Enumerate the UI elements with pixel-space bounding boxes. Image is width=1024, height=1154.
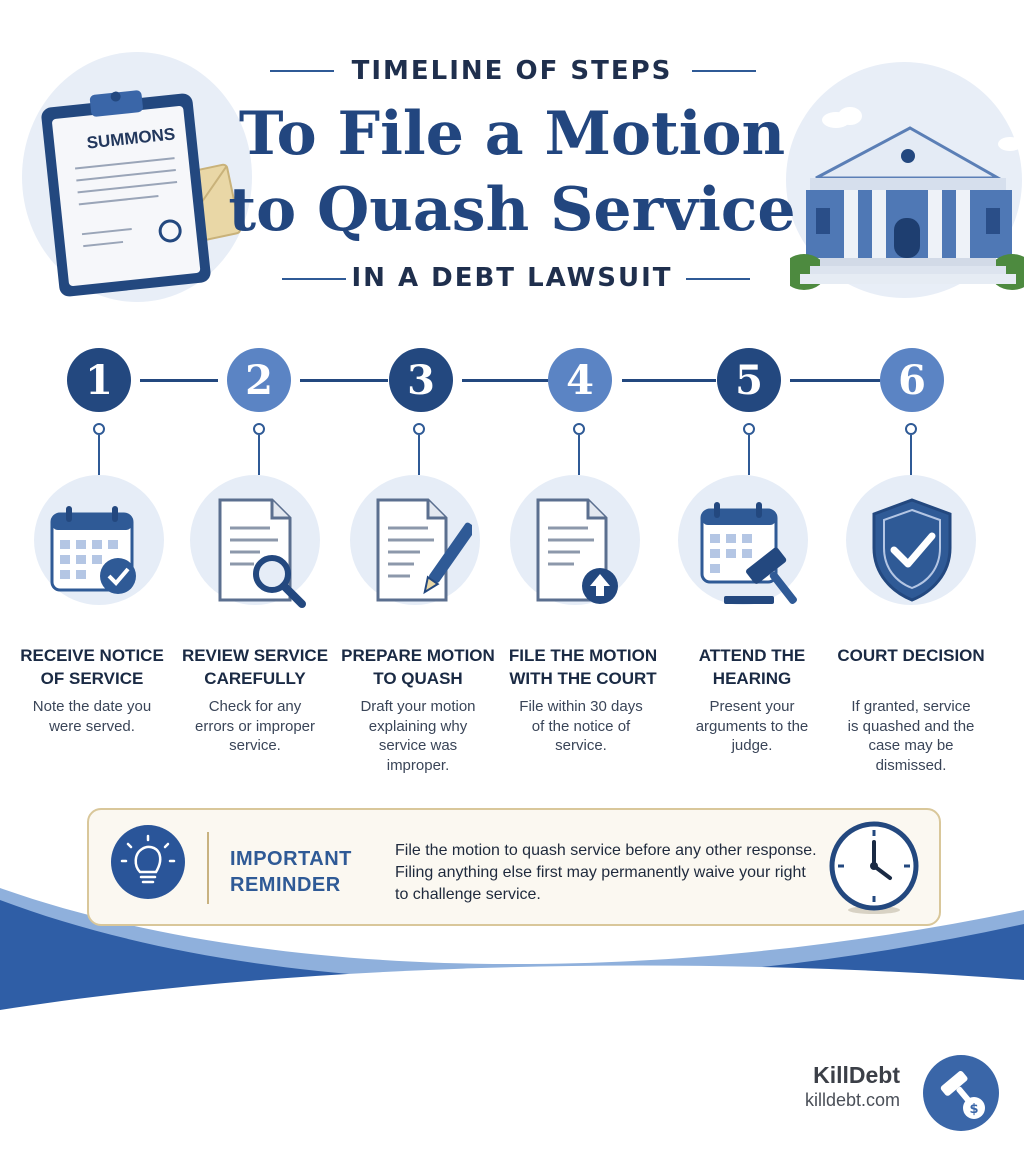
lightbulb-icon [110,824,186,900]
step-description-line: service was [378,737,458,754]
step-stem [418,435,420,475]
document-pen-icon [368,496,472,608]
step-description-line: service. [229,737,281,754]
clock-icon [826,820,922,916]
step-title-line: TO QUASH [373,669,463,688]
step-anchor [573,423,585,435]
step-description-line: improper. [386,756,450,774]
page-title: To File a Motion to Quash Service [228,99,796,245]
step-title [170,644,340,690]
step-description [343,697,493,775]
calendar-gavel-icon [698,500,814,608]
step-number-1: 1 [67,348,131,412]
reminder-text-line: to challenge service. [395,886,541,903]
step-description [677,697,827,756]
timeline-connector [622,379,716,382]
header-subtitle: IN A DEBT LAWSUIT [351,263,673,293]
gavel-dollar-logo-icon [922,1054,1000,1132]
summons-text-lines [70,152,210,272]
step-number-4: 4 [548,348,612,412]
step-description [836,697,986,775]
step-number-6: 6 [880,348,944,412]
step-title [7,644,177,690]
step-title-line: COURT DECISION [837,646,985,665]
step-number-3: 3 [389,348,453,412]
step-stem [578,435,580,475]
step-description-line: service. [555,737,607,754]
step-description-line: explaining why [368,717,468,735]
step-number-5: 5 [717,348,781,412]
brand-url[interactable]: killdebt.com [804,1090,900,1110]
step-title-line: WITH THE COURT [509,669,657,688]
step-description-line: Check for any [208,698,302,715]
step-description [180,697,330,756]
reminder-text-line: Filing anything else first may permanently waive your right [395,864,806,881]
calendar-check-icon [46,502,142,598]
timeline-connector [790,379,880,382]
step-description-line: Note the date you [32,698,152,715]
step-title-line: HEARING [712,669,792,688]
step-anchor [743,423,755,435]
timeline-connector [462,379,548,382]
step-description-line: dismissed. [875,756,947,774]
step-description-line: Present your [709,698,795,715]
step-description-line: File within 30 days [519,698,643,715]
step-title-line: ATTEND THE [698,646,806,665]
step-title [498,644,668,690]
step-anchor [905,423,917,435]
shield-check-icon [866,496,958,604]
step-description-line: If granted, service [851,698,971,715]
step-title [826,644,996,667]
step-title-line: OF SERVICE [40,669,144,688]
step-number-2: 2 [227,348,291,412]
step-anchor [93,423,105,435]
step-description-line: were served. [49,717,135,735]
brand-name: KillDebt [813,1062,900,1088]
step-title-line: CAREFULLY [204,669,306,688]
step-description-line: Draft your motion [360,698,476,715]
header-kicker: TIMELINE OF STEPS [351,56,673,86]
reminder-label-line: IMPORTANT [230,848,352,870]
svg-text:$: $ [969,1102,979,1117]
step-description-line: of the notice of [531,717,631,735]
timeline-connector [140,379,218,382]
document-magnifier-icon [208,496,312,608]
reminder-label [230,846,380,898]
summons-label: SUMMONS [85,124,177,153]
document-upload-icon [530,496,630,608]
step-description-line: judge. [731,737,773,754]
step-anchor [253,423,265,435]
step-title-line: RECEIVE NOTICE [20,646,164,665]
step-title-line: PREPARE MOTION [341,646,495,665]
step-description-line: arguments to the [695,717,809,735]
reminder-text [395,840,825,906]
step-title-line: FILE THE MOTION [508,646,658,665]
reminder-label-line: REMINDER [230,874,341,896]
step-title [333,644,503,690]
reminder-text-line: File the motion to quash service before any other response. [395,842,817,859]
step-stem [258,435,260,475]
step-stem [748,435,750,475]
step-title [667,644,837,690]
step-stem [98,435,100,475]
step-description-line: is quashed and the [847,717,975,735]
step-stem [910,435,912,475]
step-anchor [413,423,425,435]
step-description [506,697,656,756]
step-title-line: REVIEW SERVICE [181,646,329,665]
step-description-line: case may be [868,737,954,754]
step-description-line: errors or improper [194,717,316,735]
step-description [17,697,167,736]
timeline-connector [300,379,388,382]
reminder-divider [207,832,209,904]
